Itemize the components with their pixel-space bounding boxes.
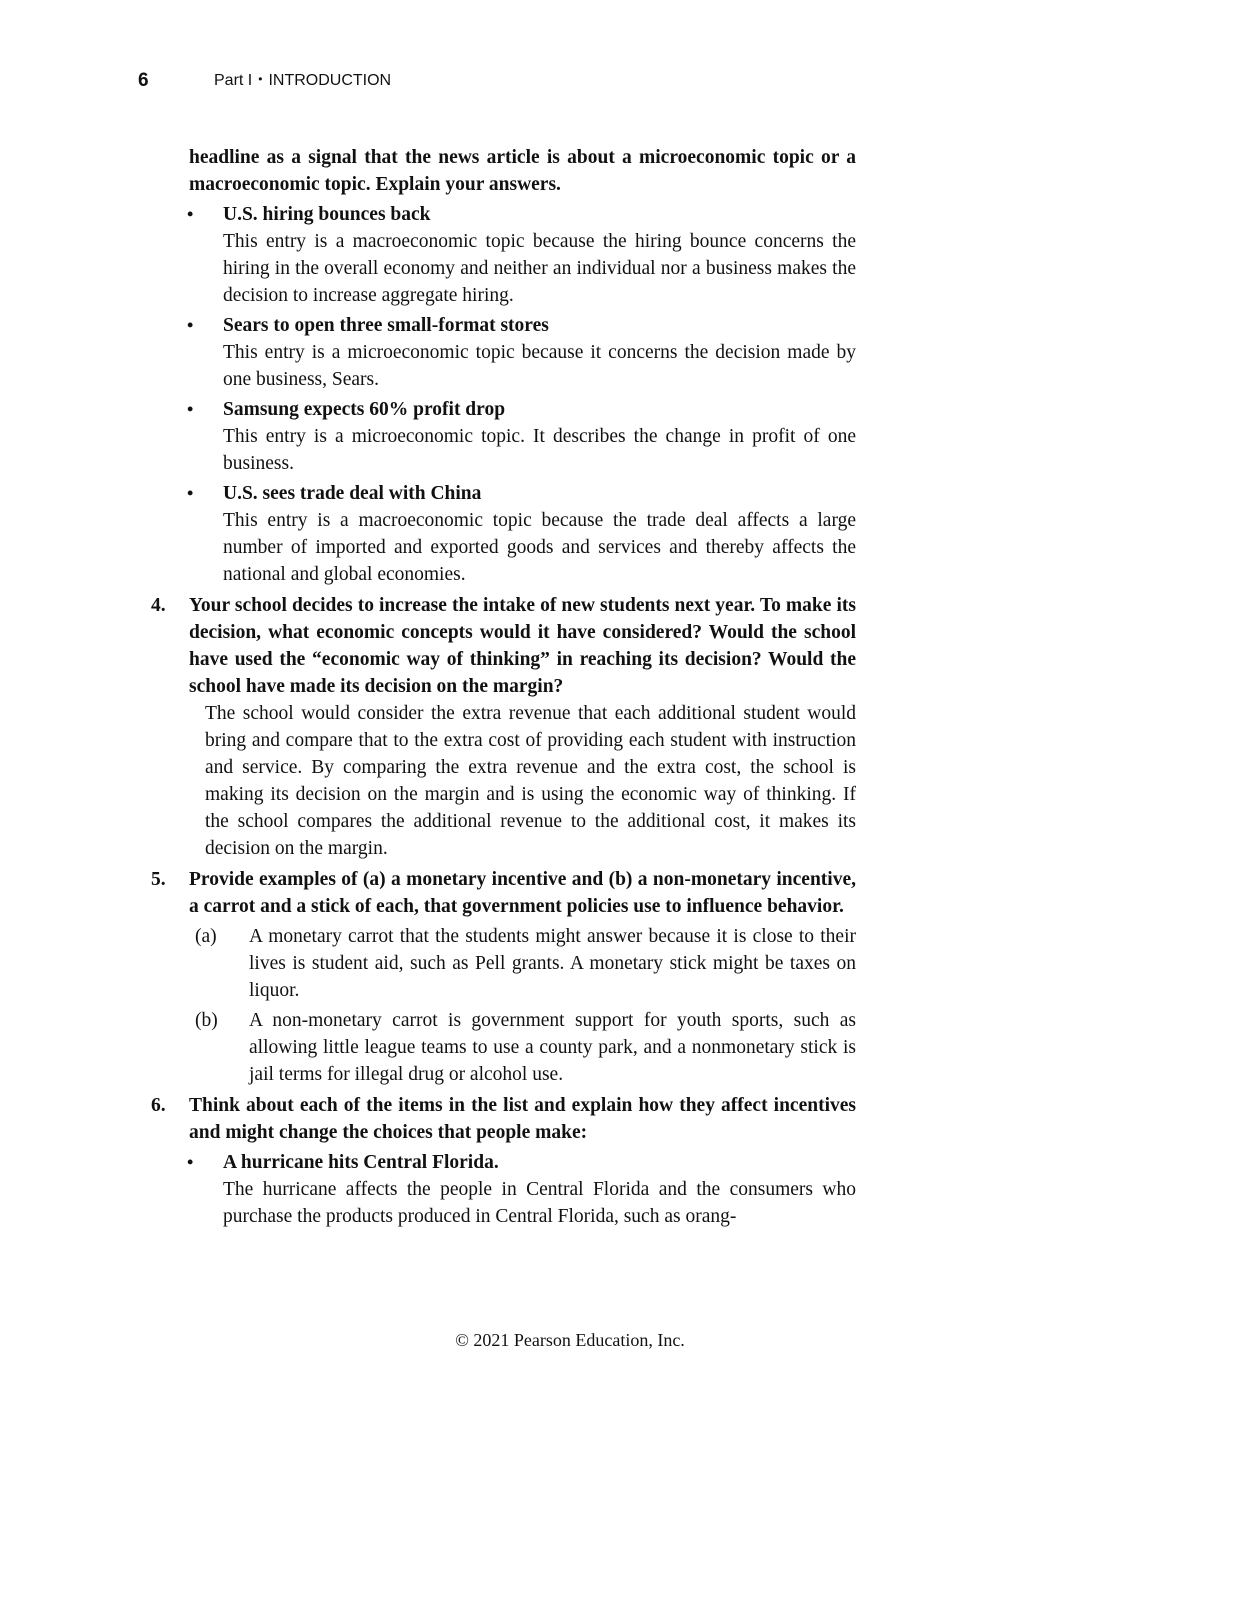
question-6 [151,1092,856,1146]
running-head [214,72,391,90]
copyright-footer: © 2021 Pearson Education, Inc. [455,1330,685,1350]
part-a-label: (a) [195,926,217,947]
question-5-number: 5. [151,869,166,890]
headline-item-3: • Samsung expects 60% profit drop [223,396,856,423]
page-content [151,144,856,1233]
section-label: INTRODUCTION [268,72,392,89]
question-5-text: Provide examples of (a) a monetary incentive and (b) a non-monetary incentive, a carrot and a stick of each, that government policies use to influence behavior. [189,869,856,917]
part-b-label: (b) [195,1010,218,1031]
question-6-number: 6. [151,1095,166,1116]
question-4-number: 4. [151,595,166,616]
headline-answer-3: This entry is a microeconomic topic. It describes the change in profit of one business. [223,426,856,474]
page-number: 6 [138,70,149,91]
headline-item-1: • U.S. hiring bounces back [223,201,856,228]
part-label: Part I [214,72,253,89]
header-separator: • [258,72,263,86]
question-6-item-1: • A hurricane hits Central Florida. [223,1149,856,1176]
question-6-item-1-answer: The hurricane affects the people in Central Florida and the consumers who purchase the products produced in Central Florida, such as orang- [223,1179,856,1227]
question-4-text: Your school decides to increase the intake of new students next year. To make its decision, what economic concepts would it have considered? Would the school have used the “economic way of thinking” in reaching its decision? Would the school have made its decision on the margin? [189,595,856,697]
headline-answer-1: This entry is a macroeconomic topic because the hiring bounce concerns the hiring in the overall economy and neither an individual nor a business makes the decision to increase aggregate hiring. [223,231,856,306]
question-5-part-b [195,1007,856,1088]
headline-answer-2: This entry is a microeconomic topic because it concerns the decision made by one business, Sears. [223,342,856,390]
question-5 [151,866,856,920]
question-6-text: Think about each of the items in the list and explain how they affect incentives and might change the choices that people make: [189,1095,856,1143]
headline-item-2: • Sears to open three small-format stores [223,312,856,339]
question-4-answer: The school would consider the extra revenue that each additional student would bring and compare that to the extra cost of providing each student with instruction and service. By comparing the extra revenue and the extra cost, the school is making its decision on the margin and is using the economic way of thinking. If the school compares the additional revenue to the additional cost, it makes its decision on the margin. [205,703,856,859]
question-4 [151,592,856,700]
question-5-part-a [195,923,856,1004]
part-b-text: A non-monetary carrot is government support for youth sports, such as allowing little league teams to use a county park, and a nonmonetary stick is jail terms for illegal drug or alcohol use. [249,1010,856,1085]
part-a-text: A monetary carrot that the students might answer because it is close to their lives is student aid, such as Pell grants. A monetary stick might be taxes on liquor. [249,926,856,1001]
question-3-continuation: headline as a signal that the news article is about a microeconomic topic or a macroeconomic topic. Explain your answers. [189,147,856,195]
headline-item-4: • U.S. sees trade deal with China [223,480,856,507]
headline-answer-4: This entry is a macroeconomic topic because the trade deal affects a large number of imported and exported goods and services and thereby affects the national and global economies. [223,510,856,585]
